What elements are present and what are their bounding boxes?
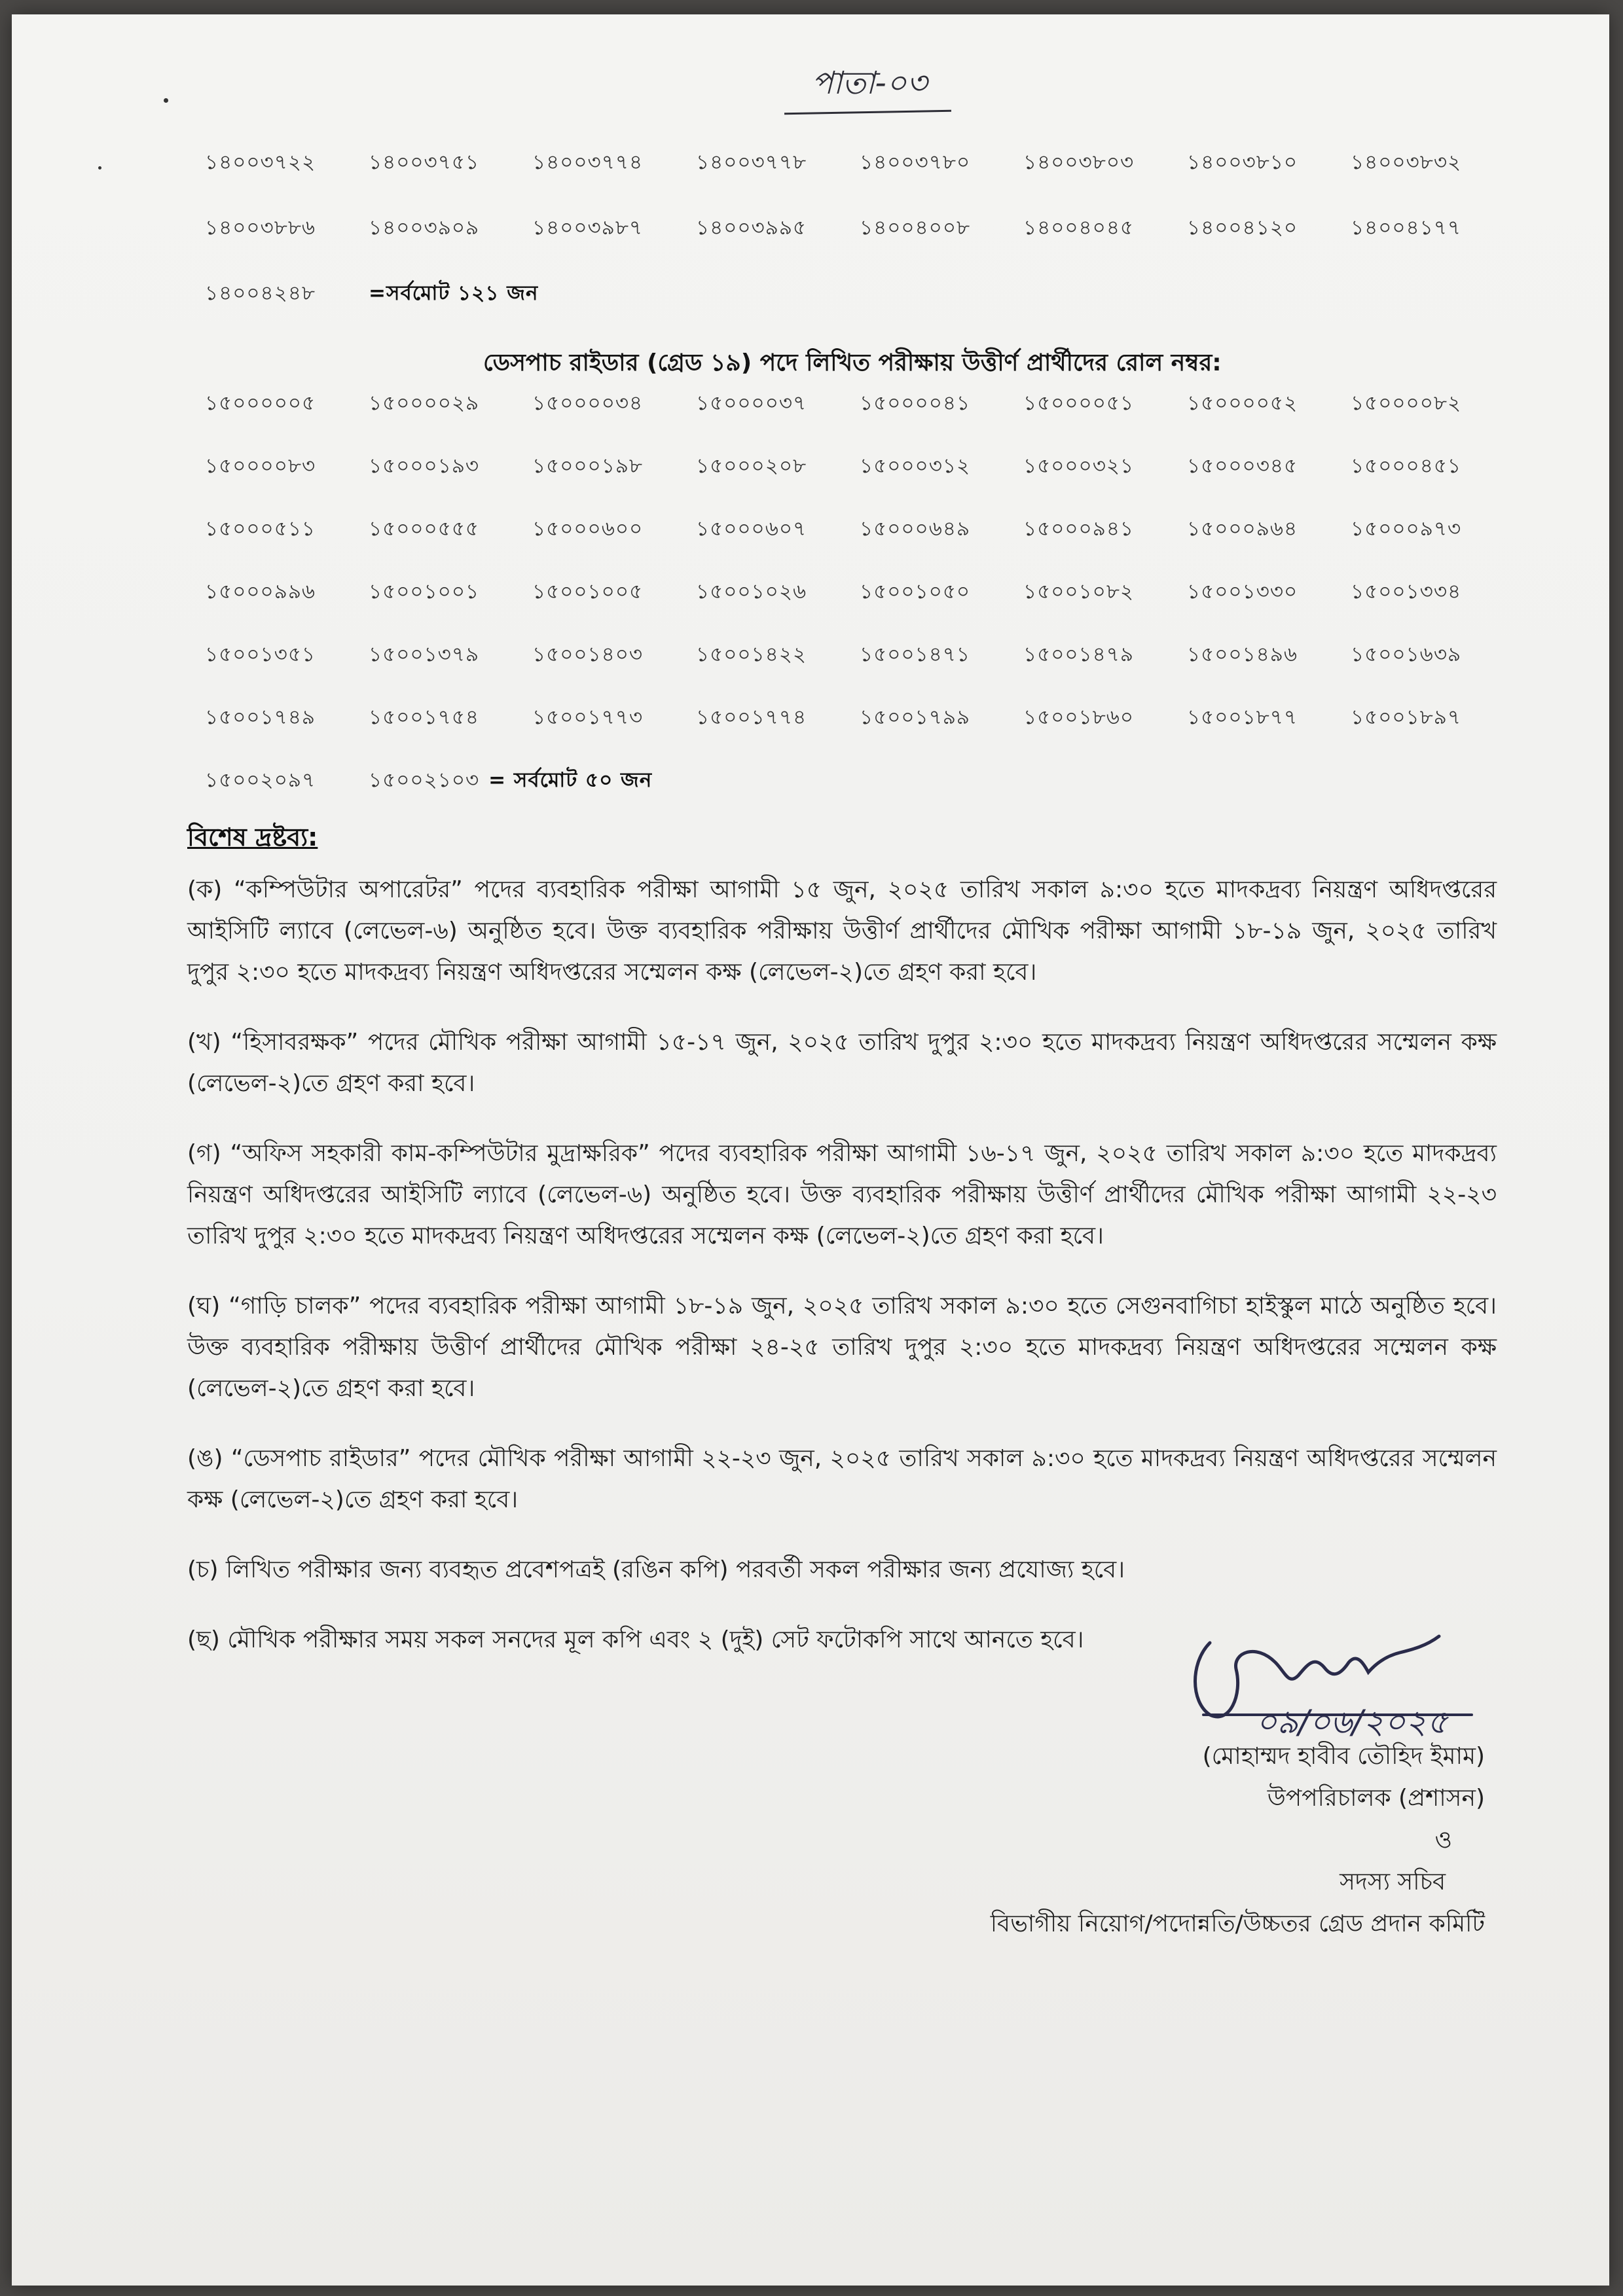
roll-list-first bbox=[205, 131, 1514, 327]
note-item: (গ) “অফিস সহকারী কাম-কম্পিউটার মুদ্রাক্ষরিক” পদের ব্যবহারিক পরীক্ষা আগামী ১৬-১৭ জুন, ২০২৫ তারিখ সকাল ৯:৩০ হতে মাদকদ্রব্য নিয়ন্ত্রণ অধিদপ্তরের আইসিটি ল্যাবে (লেভেল-৬) অনুষ্ঠিত হবে। উক্ত ব্যবহারিক পরীক্ষায় উত্তীর্ণ প্রার্থীদের মৌখিক পরীক্ষা আগামী ২২-২৩ তারিখ দুপুর ২:৩০ হতে মাদকদ্রব্য নিয়ন্ত্রণ অধিদপ্তরের সম্মেলন কক্ষ (লেভেল-২)তে গ্রহণ করা হবে। bbox=[187, 1140, 1497, 1249]
roll-number: ১৫০০০০৮৩ bbox=[205, 454, 316, 478]
roll-number: ১৫০০১৬৩৯ bbox=[1351, 643, 1462, 666]
roll-number: ১৫০০০৬০৭ bbox=[696, 517, 807, 541]
roll-number: ১৪০০৩৭২২ bbox=[205, 151, 316, 174]
roll-number: ১৪০০৩৯৯৫ bbox=[696, 216, 807, 240]
section-heading: ডেসপাচ রাইডার (গ্রেড ১৯) পদে লিখিত পরীক্ষায় উত্তীর্ণ প্রার্থীদের রোল নম্বর: bbox=[483, 350, 1222, 376]
handwritten-signature bbox=[1164, 1617, 1504, 1748]
roll-row bbox=[205, 624, 1514, 687]
roll-number: ১৪০০৩৭৮০ bbox=[860, 151, 971, 174]
roll-number: ১৫০০১০৫০ bbox=[860, 580, 971, 603]
roll-number: ১৫০০১০০৫ bbox=[532, 580, 644, 603]
roll-row bbox=[205, 131, 1514, 196]
roll-number: ১৪০০৩৭৫১ bbox=[369, 151, 480, 174]
roll-number: ১৫০০২০৯৭ bbox=[205, 768, 316, 792]
roll-row bbox=[205, 687, 1514, 750]
document-page bbox=[12, 14, 1609, 2286]
roll-number: ১৫০০০০৩৪ bbox=[532, 391, 644, 415]
total-count: = সর্বমোট ৫০ জন bbox=[488, 768, 653, 792]
total-count: =সর্বমোট ১২১ জন bbox=[369, 281, 539, 305]
roll-row bbox=[205, 373, 1514, 436]
roll-number: ১৫০০১৭৭৩ bbox=[532, 706, 644, 729]
roll-number: ১৫০০১৪৯৬ bbox=[1187, 643, 1298, 666]
roll-number: ১৫০০১৪৭৯ bbox=[1023, 643, 1135, 666]
note-item: (ক) “কম্পিউটার অপারেটর” পদের ব্যবহারিক পরীক্ষা আগামী ১৫ জুন, ২০২৫ তারিখ সকাল ৯:৩০ হতে মাদকদ্রব্য নিয়ন্ত্রণ অধিদপ্তরের আইসিটি ল্যাবে (লেভেল-৬) অনুষ্ঠিত হবে। উক্ত ব্যবহারিক পরীক্ষায় উত্তীর্ণ প্রার্থীদের মৌখিক পরীক্ষা আগামী ১৮-১৯ জুন, ২০২৫ তারিখ দুপুর ২:৩০ হতে মাদকদ্রব্য নিয়ন্ত্রণ অধিদপ্তরের সম্মেলন কক্ষ (লেভেল-২)তে গ্রহণ করা হবে। bbox=[187, 876, 1497, 986]
roll-number: ১৪০০৪০৪৫ bbox=[1023, 216, 1135, 240]
roll-number: ১৫০০০৫১১ bbox=[205, 517, 316, 541]
roll-row bbox=[205, 436, 1514, 499]
roll-number: ১৫০০১৩৩০ bbox=[1187, 580, 1298, 603]
roll-number: ১৫০০০২০৮ bbox=[696, 454, 807, 478]
roll-number: ১৪০০৪০০৮ bbox=[860, 216, 971, 240]
roll-number: ১৫০০০৬০০ bbox=[532, 517, 644, 541]
roll-number: ১৫০০১৮৭৭ bbox=[1187, 706, 1298, 729]
roll-row bbox=[205, 562, 1514, 624]
roll-number: ১৫০০০৯৯৬ bbox=[205, 580, 316, 603]
ink-dot bbox=[164, 98, 168, 103]
signatory-name: (মোহাম্মদ হাবীব তৌহিদ ইমাম) bbox=[1202, 1743, 1485, 1770]
roll-number: ১৫০০১০৮২ bbox=[1023, 580, 1135, 603]
roll-number: ১৫০০১৭৭৪ bbox=[696, 706, 807, 729]
ink-dot bbox=[98, 166, 101, 170]
roll-number: ১৪০০৩৯০৯ bbox=[369, 216, 480, 240]
roll-number: ১৫০০১০২৬ bbox=[696, 580, 807, 603]
note-item: (চ) লিখিত পরীক্ষার জন্য ব্যবহৃত প্রবেশপত্রই (রঙিন কপি) পরবর্তী সকল পরীক্ষার জন্য প্রযোজ্য হবে। bbox=[187, 1556, 1125, 1583]
signatory-role: সদস্য সচিব bbox=[1340, 1869, 1446, 1895]
roll-number: ১৫০০০৩২১ bbox=[1023, 454, 1135, 478]
committee-name: বিভাগীয় নিয়োগ/পদোন্নতি/উচ্চতর গ্রেড প্রদান কমিটি bbox=[990, 1910, 1485, 1937]
roll-number: ১৫০০১৩৫১ bbox=[205, 643, 316, 666]
roll-number: ১৪০০৩৮০৩ bbox=[1023, 151, 1135, 174]
roll-number: ১৫০০১৪৭১ bbox=[860, 643, 971, 666]
roll-row bbox=[205, 196, 1514, 262]
svg-text:০৯/০৬/২০২৫: ০৯/০৬/২০২৫ bbox=[1256, 1703, 1448, 1741]
roll-number: ১৫০০১৭৪৯ bbox=[205, 706, 316, 729]
roll-number: ১৫০০০০৫১ bbox=[1023, 391, 1135, 415]
roll-number: ১৪০০৩৮৮৬ bbox=[205, 216, 316, 240]
roll-number: ১৫০০০০৫২ bbox=[1187, 391, 1298, 415]
roll-number: ১৫০০০৯৭৩ bbox=[1351, 517, 1462, 541]
roll-number: ১৫০০১৩৭৯ bbox=[369, 643, 480, 666]
roll-number: ১৫০০০৯৬৪ bbox=[1187, 517, 1298, 541]
note-item: (ঙ) “ডেসপাচ রাইডার” পদের মৌখিক পরীক্ষা আগামী ২২-২৩ জুন, ২০২৫ তারিখ সকাল ৯:৩০ হতে মাদকদ্রব্য নিয়ন্ত্রণ অধিদপ্তরের সম্মেলন কক্ষ (লেভেল-২)তে গ্রহণ করা হবে। bbox=[187, 1445, 1497, 1513]
roll-number: ১৫০০১০০১ bbox=[369, 580, 480, 603]
signature-block bbox=[797, 1736, 1485, 1945]
note-item: (ছ) মৌখিক পরীক্ষার সময় সকল সনদের মূল কপি এবং ২ (দুই) সেট ফটোকপি সাথে আনতে হবে। bbox=[187, 1626, 1084, 1653]
roll-number: ১৫০০০৪৫১ bbox=[1351, 454, 1462, 478]
roll-number: ১৫০০০০৩৭ bbox=[696, 391, 807, 415]
roll-row bbox=[205, 499, 1514, 562]
signatory-conjunction: ও bbox=[1434, 1827, 1452, 1854]
page-number-mark: পাতা-০৩ bbox=[811, 65, 928, 101]
special-notes bbox=[187, 818, 1497, 1689]
roll-number: ১৫০০০০৮২ bbox=[1351, 391, 1462, 415]
roll-number: ১৫০০১৮৯৭ bbox=[1351, 706, 1462, 729]
roll-number: ১৫০০০৫৫৫ bbox=[369, 517, 480, 541]
roll-number: ১৪০০৪১২০ bbox=[1187, 216, 1298, 240]
roll-number: ১৪০০৪২৪৮ bbox=[205, 281, 316, 305]
roll-number: ১৪০০৩৮১০ bbox=[1187, 151, 1298, 174]
roll-number: ১৫০০১৭৯৯ bbox=[860, 706, 971, 729]
roll-number: ১৫০০০০০৫ bbox=[205, 391, 316, 415]
roll-number: ১৫০০১৩৩৪ bbox=[1351, 580, 1462, 603]
roll-number: ১৪০০৩৮৩২ bbox=[1351, 151, 1462, 174]
roll-row-total bbox=[205, 262, 1514, 327]
roll-number: ১৫০০১৪০৩ bbox=[532, 643, 644, 666]
roll-number: ১৪০০৩৭৭৪ bbox=[532, 151, 644, 174]
roll-row-total bbox=[205, 750, 1514, 813]
note-item: (ঘ) “গাড়ি চালক” পদের ব্যবহারিক পরীক্ষা আগামী ১৮-১৯ জুন, ২০২৫ তারিখ সকাল ৯:৩০ হতে সেগুনবাগিচা হাইস্কুল মাঠে অনুষ্ঠিত হবে। উক্ত ব্যবহারিক পরীক্ষায় উত্তীর্ণ প্রার্থীদের মৌখিক পরীক্ষা ২৪-২৫ তারিখ দুপুর ২:৩০ হতে মাদকদ্রব্য নিয়ন্ত্রণ অধিদপ্তরের সম্মেলন কক্ষ (লেভেল-২)তে গ্রহণ করা হবে। bbox=[187, 1293, 1497, 1402]
roll-number: ১৫০০০৯৪১ bbox=[1023, 517, 1135, 541]
roll-number: ১৫০০০৬৪৯ bbox=[860, 517, 971, 541]
roll-number: ১৫০০১৮৬০ bbox=[1023, 706, 1135, 729]
roll-number: ১৪০০৩৭৭৮ bbox=[696, 151, 807, 174]
roll-number: ১৫০০১৭৫৪ bbox=[369, 706, 480, 729]
roll-number: ১৪০০৩৯৮৭ bbox=[532, 216, 644, 240]
note-item: (খ) “হিসাবরক্ষক” পদের মৌখিক পরীক্ষা আগামী ১৫-১৭ জুন, ২০২৫ তারিখ দুপুর ২:৩০ হতে মাদকদ্রব্য নিয়ন্ত্রণ অধিদপ্তরের সম্মেলন কক্ষ (লেভেল-২)তে গ্রহণ করা হবে। bbox=[187, 1029, 1497, 1097]
roll-list-despatch-rider bbox=[205, 373, 1514, 813]
roll-number: ১৫০০১৪২২ bbox=[696, 643, 807, 666]
roll-number: ১৫০০০১৯৩ bbox=[369, 454, 480, 478]
notes-title: বিশেষ দ্রষ্টব্য: bbox=[187, 823, 318, 852]
roll-number: ১৫০০০৩৪৫ bbox=[1187, 454, 1298, 478]
roll-number: ১৫০০২১০৩ bbox=[369, 768, 480, 792]
roll-number: ১৫০০০১৯৮ bbox=[532, 454, 644, 478]
roll-number: ১৫০০০০২৯ bbox=[369, 391, 480, 415]
roll-number: ১৪০০৪১৭৭ bbox=[1351, 216, 1462, 240]
roll-number: ১৫০০০০৪১ bbox=[860, 391, 971, 415]
roll-number: ১৫০০০৩১২ bbox=[860, 454, 971, 478]
signatory-designation: উপপরিচালক (প্রশাসন) bbox=[1267, 1785, 1485, 1812]
